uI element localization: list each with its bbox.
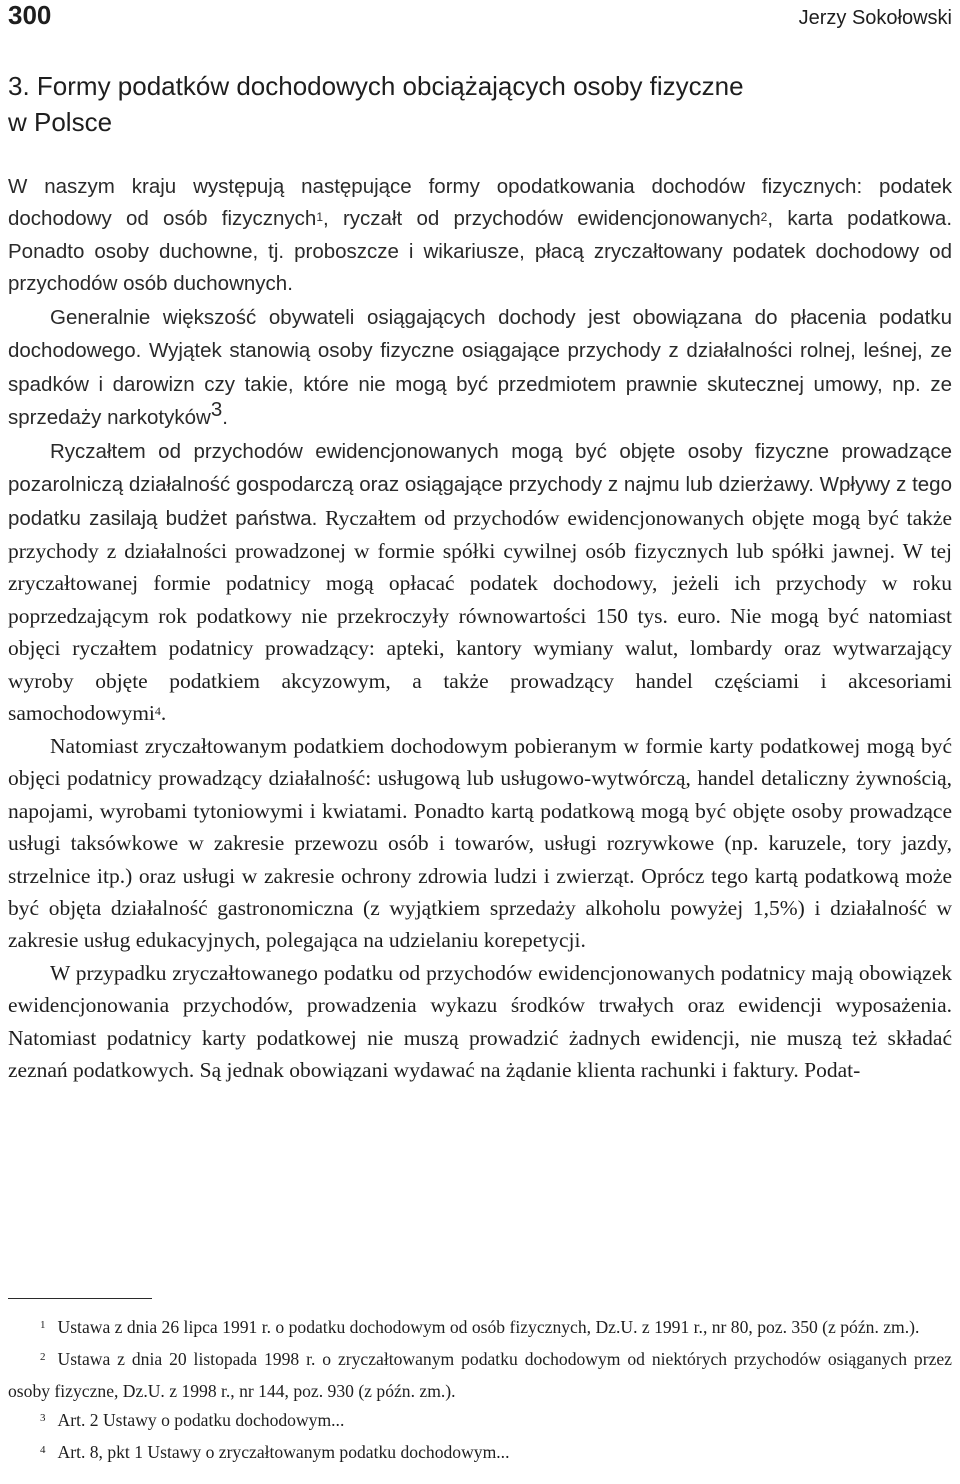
paragraph-5: W przypadku zryczałtowanego podatku od przychodów ewidencjonowanych podatnicy mają obowiązek ewidencjonowania przychodów, prowadzenia wykazu środków trwałych oraz ewidencji wyposażenia. Natomiast podatnicy karty podatkowej nie muszą prowadzić żadnych ewidencji, nie muszą też składać zeznań podatkowych. Są jednak obowiązani wydawać na żądanie klienta rachunki i faktury. Podat-: [8, 960, 952, 1083]
footnote-2: [8, 1345, 952, 1406]
footnote-2-number: 2: [40, 1351, 46, 1364]
footnote-ref-2[interactable]: 2: [760, 209, 768, 224]
paragraph-2-text-a: Generalnie większość obywateli osiągających dochody jest obowiązana do płacenia podatku dochodowego.: [8, 305, 952, 363]
paragraph-3-text-c: .: [160, 701, 167, 726]
body-text: [8, 171, 952, 1087]
footnote-4-text: Art. 8, pkt 1 Ustawy o zryczałtowanym podatku dochodowym...: [57, 1442, 510, 1462]
footnote-divider: [8, 1298, 152, 1299]
footnote-1-text: Ustawa z dnia 26 lipca 1991 r. o podatku dochodowym od osób fizycznych, Dz.U. z 1991 r., nr 80, poz. 350 (z późn. zm.).: [57, 1317, 920, 1337]
section-heading: [8, 68, 928, 140]
section-heading-line-1: 3. Formy podatków dochodowych obciążających osoby fizyczne: [8, 71, 744, 101]
paragraph-1: [8, 171, 952, 301]
author-name: Jerzy Sokołowski: [798, 7, 952, 29]
footnote-2-text: Ustawa z dnia 20 listopada 1998 r. o zryczałtowanym podatku dochodowym od niektórych przychodów osiąganych przez osoby fizyczne, Dz.U. z 1998 r., nr 144, poz. 930 (z późn. zm.).: [8, 1349, 952, 1401]
section-heading-line-2: w Polsce: [8, 107, 113, 137]
footnote-1-number: 1: [40, 1319, 46, 1332]
page-number: 300: [8, 0, 52, 30]
paragraph-1-text-c: , karta podatkowa. Ponadto osoby duchowne, tj. proboszcze i wikariusze, płacą zryczałtowany podatek dochodowy od przychodów osób duchownych.: [8, 207, 953, 296]
paragraph-2-text-b: Wyjątek stanowią osoby fizyczne osiągające przychody z działalności rolnej, leśnej, ze spadków i darowizn czy takie, które nie mogą być przedmiotem prawnie skutecznej umowy, np. ze sprzedaży narkotyków: [8, 339, 952, 430]
paragraph-3-text-a: Ryczałtem od przychodów ewidencjonowanych mogą być objęte osoby fizyczne prowadzące pozarolniczą działalność gospodarczą oraz osiągające przychody z najmu lub dzierżawy. Wpływy z tego podatku zasilają budżet państwa.: [8, 439, 952, 530]
footnote-3: [8, 1406, 952, 1438]
paragraph-2: [8, 301, 952, 435]
footnote-ref-3[interactable]: 3: [210, 397, 223, 421]
footnote-3-text: Art. 2 Ustawy o podatku dochodowym...: [57, 1410, 345, 1430]
footnote-ref-4[interactable]: 4: [154, 704, 161, 719]
paragraph-2-text-c: .: [222, 406, 228, 430]
footnote-4-number: 4: [40, 1444, 46, 1457]
footnote-3-number: 3: [40, 1412, 46, 1425]
footnote-1: [8, 1313, 952, 1345]
footnotes: [8, 1313, 952, 1470]
running-header: [8, 0, 952, 36]
paragraph-3-text-b: Ryczałtem od przychodów ewidencjonowanych objęte mogą być także przychody z działalności prowadzonej w formie spółki cywilnej osób fizycznych lub spółki jawnej. W tej zryczałtowanej formie podatnicy mogą opłacać podatek dochodowy, jeżeli ich przychody w roku poprzedzającym rok podatkowy nie przekroczyły równowartości 150 tys. euro. Nie mogą być natomiast objęci ryczałtem podatnicy prowadzący: apteki, kantory wymiany walut, lombardy oraz wytwarzający wyroby objęte podatkiem akcyzowym, a także prowadzący handel częściami i akcesoriami samochodowymi: [8, 505, 952, 726]
footnote-4: [8, 1438, 952, 1470]
paragraph-3: [8, 435, 952, 730]
paragraph-1-text-a: W naszym kraju występują następujące formy opodatkowania dochodów fizycznych: podatek dochodowy od osób fizycznych: [8, 175, 952, 231]
paragraph-1-text-b: , ryczałt od przychodów ewidencjonowanych: [323, 207, 761, 231]
footnote-ref-1[interactable]: 1: [316, 209, 324, 224]
paragraph-4: Natomiast zryczałtowanym podatkiem dochodowym pobieranym w formie karty podatkowej mogą być objęci podatnicy prowadzący działalność: usługową lub usługowo-wytwórczą, handel detaliczny żywnością, napojami, wyrobami tytoniowymi i kwiatami. Ponadto kartą podatkową mogą być objęte osoby prowadzące usługi taksówkowe w zakresie przewozu osób i towarów, usługi rozrywkowe (np. karuzele, tory jazdy, strzelnice itp.) oraz usługi w zakresie ochrony zdrowia ludzi i zwierząt. Oprócz tego kartą podatkową może być objęta działalność gastronomiczna (z wyjątkiem sprzedaży alkoholu powyżej 1,5%) i działalność w zakresie usług edukacyjnych, polegająca na udzielaniu korepetycji.: [8, 733, 952, 953]
